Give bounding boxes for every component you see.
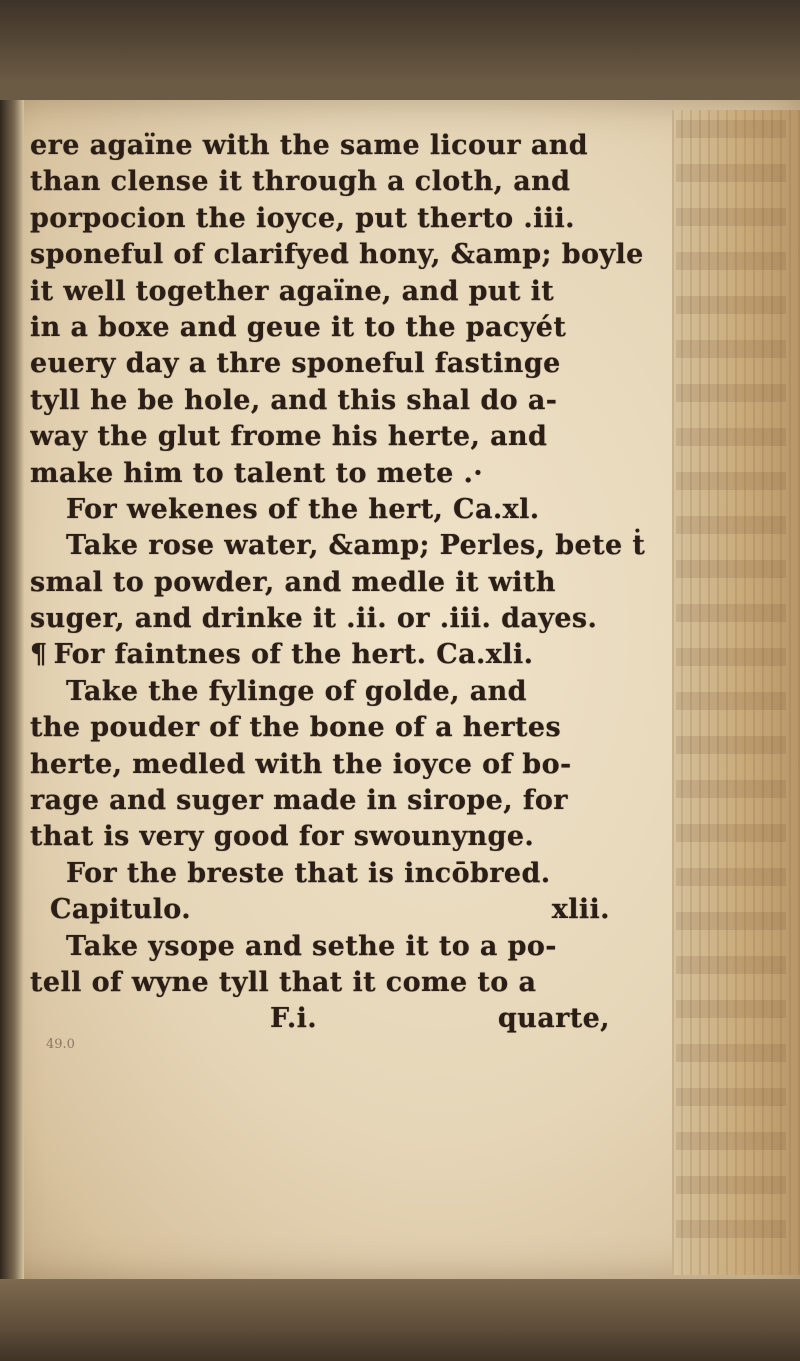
text-line: euery day a thre sponeful fastinge [30,348,561,380]
text-line: in a boxe and geue it to the pacyét [30,311,567,343]
pencil-note: 49.0 [46,1037,75,1052]
text-line: Take the fylinge of golde, and [66,675,527,707]
text-line: it well together agaïne, and put it [30,275,555,307]
chapter-numeral: xlii. [551,894,610,926]
text-line: herte, medled with the ioyce of bo- [30,748,572,780]
text-line: tell of wyne tyll that it come to a [30,966,537,998]
scan-background [0,1279,800,1361]
section-heading: For the breste that is incōbred. [66,857,551,889]
blackletter-text [30,128,680,1038]
text-line: suger, and drinke it .ii. or .iii. dayes. [30,603,598,635]
pilcrow-icon: ¶ [30,639,48,671]
text-line: tyll he be hole, and this shal do a- [30,384,558,416]
text-line: sponeful of clarifyed hony, &amp; boyle [30,239,644,271]
section-heading: For wekenes of the hert, Ca.xl. [66,493,540,525]
text-line: way the glut frome his herte, and [30,421,548,453]
text-line: the pouder of the bone of a hertes [30,712,562,744]
catchword: quarte, [497,1003,610,1035]
section-heading [30,637,680,673]
heading-text: For faintnes of the hert. Ca.xli. [53,639,534,671]
text-line: Take rose water, &amp; Perles, bete ṫ [66,530,646,562]
text-line: smal to powder, and medle it with [30,566,556,598]
book-gutter [0,100,24,1280]
text-line: porpocion the ioyce, put therto .iii. [30,202,575,234]
text-line: make him to talent to mete .· [30,457,484,489]
signature-line [30,1001,610,1037]
text-line: rage and suger made in sirope, for [30,785,568,817]
text-line: than clense it through a cloth, and [30,166,571,198]
chapter-line [30,892,610,928]
text-line: that is very good for swounynge. [30,821,535,853]
bleed-through [676,120,786,1240]
signature-mark: F.i. [270,1003,318,1035]
text-line: Take ysope and sethe it to a po- [66,930,557,962]
chapter-label: Capitulo. [50,894,192,926]
text-line: ere agaïne with the same licour and [30,130,589,161]
